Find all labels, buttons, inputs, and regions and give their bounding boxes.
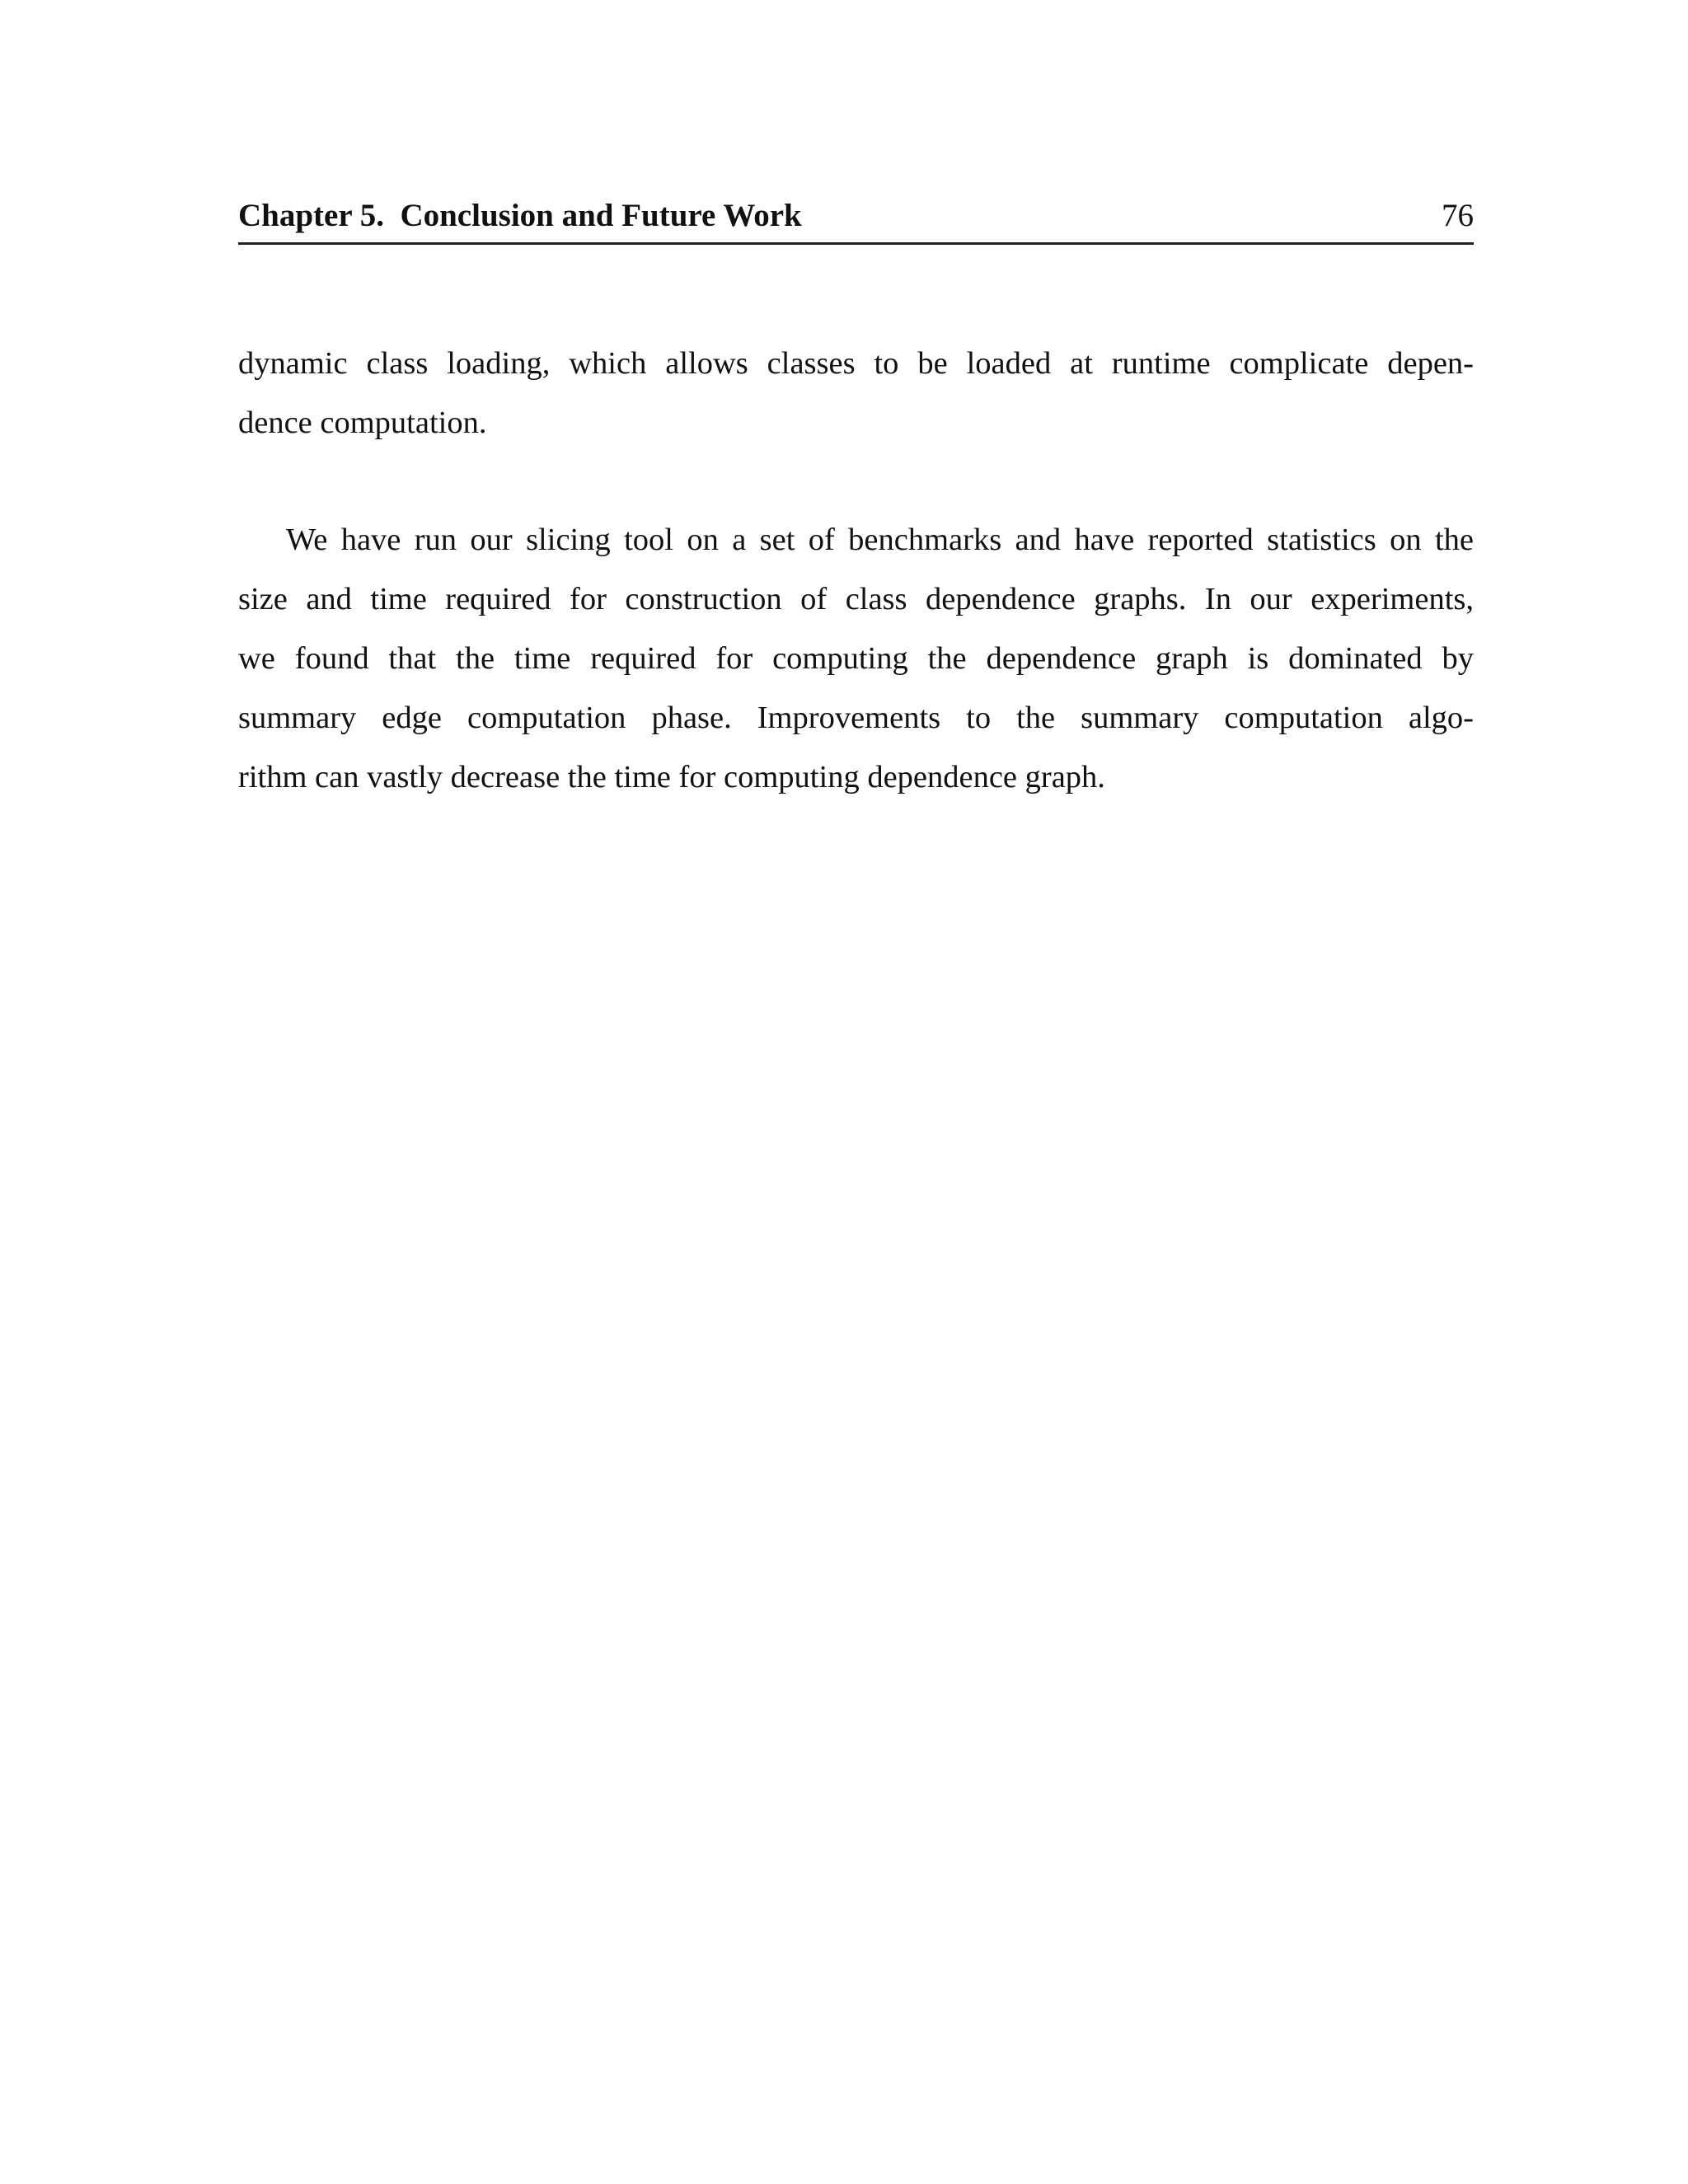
text-line: We have run our slicing tool on a set of benchmarks and have reported statistics on the bbox=[286, 523, 1474, 557]
text-line: dence computation. bbox=[238, 405, 487, 440]
chapter-title: Chapter 5. Conclusion and Future Work bbox=[238, 198, 802, 233]
text-line: size and time required for construction of class dependence graphs. In our experiments, bbox=[238, 582, 1474, 616]
text-line: rithm can vastly decrease the time for computing dependence graph. bbox=[238, 760, 1105, 794]
text-line: we found that the time required for computing the dependence graph is dominated by bbox=[238, 641, 1474, 676]
running-header bbox=[238, 198, 1474, 245]
page-number: 76 bbox=[1442, 198, 1474, 233]
text-line: dynamic class loading, which allows classes to be loaded at runtime complicate depen- bbox=[238, 346, 1474, 381]
text-line: summary edge computation phase. Improvements to the summary computation algo- bbox=[238, 701, 1474, 735]
